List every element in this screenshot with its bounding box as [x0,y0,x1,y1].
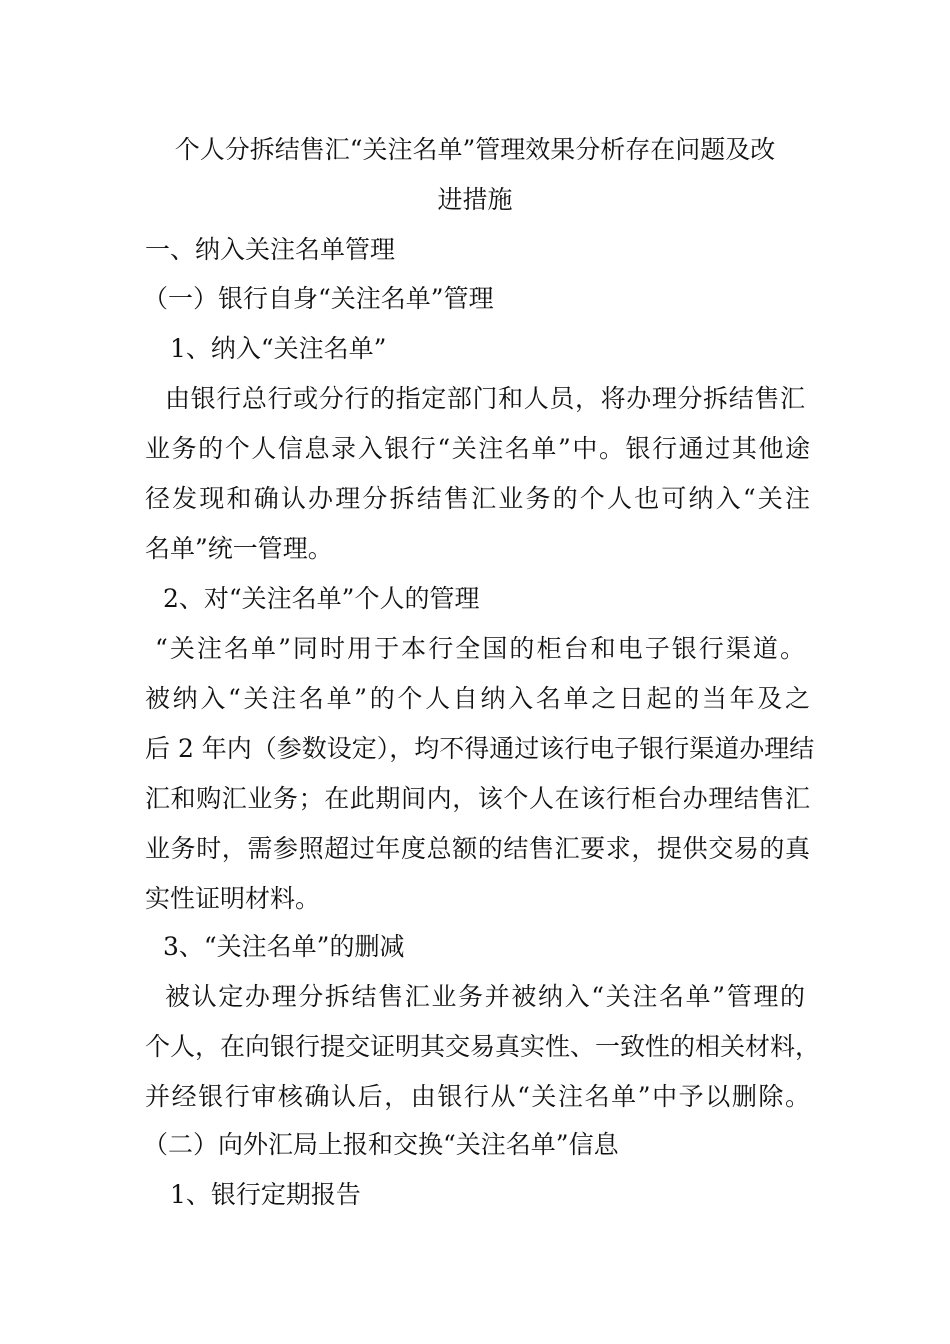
body-text-line: 业务的个人信息录入银行“关注名单”中。银行通过其他途 [145,434,810,463]
body-text-line: 并经银行审核确认后，由银行从“关注名单”中予以删除。 [145,1082,810,1111]
item-heading-4: 1、银行定期报告 [170,1180,361,1209]
body-text-line: 实性证明材料。 [145,884,321,913]
body-text-line: 名单”统一管理。 [145,534,333,563]
subsection-heading-2: （二）向外汇局上报和交换“关注名单”信息 [143,1130,619,1159]
body-text-line: “关注名单”同时用于本行全国的柜台和电子银行渠道。 [155,634,805,663]
body-text-line: 被认定办理分拆结售汇业务并被纳入“关注名单”管理的 [165,982,805,1011]
body-text-line: 被纳入“关注名单”的个人自纳入名单之日起的当年及之 [145,684,810,713]
section-heading-1: 一、纳入关注名单管理 [145,235,396,264]
item-heading-3: 3、“关注名单”的删减 [163,932,405,961]
body-text-line: 业务时，需参照超过年度总额的结售汇要求，提供交易的真 [145,834,810,863]
subsection-heading-1: （一）银行自身“关注名单”管理 [143,284,494,313]
body-text-line: 后 2 年内（参数设定），均不得通过该行电子银行渠道办理结 [145,734,815,763]
body-text-line: 汇和购汇业务；在此期间内，该个人在该行柜台办理结售汇 [145,784,810,813]
item-heading-1: 1、纳入“关注名单” [170,334,387,363]
body-text-line: 由银行总行或分行的指定部门和人员，将办理分拆结售汇 [165,384,805,413]
document-title-line-2: 进措施 [437,185,513,214]
body-text-line: 个人，在向银行提交证明其交易真实性、一致性的相关材料， [145,1032,821,1061]
body-text-line: 径发现和确认办理分拆结售汇业务的个人也可纳入“关注 [145,484,810,513]
document-title-line-1: 个人分拆结售汇“关注名单”管理效果分析存在问题及改 [174,135,776,164]
item-heading-2: 2、对“关注名单”个人的管理 [163,584,480,613]
